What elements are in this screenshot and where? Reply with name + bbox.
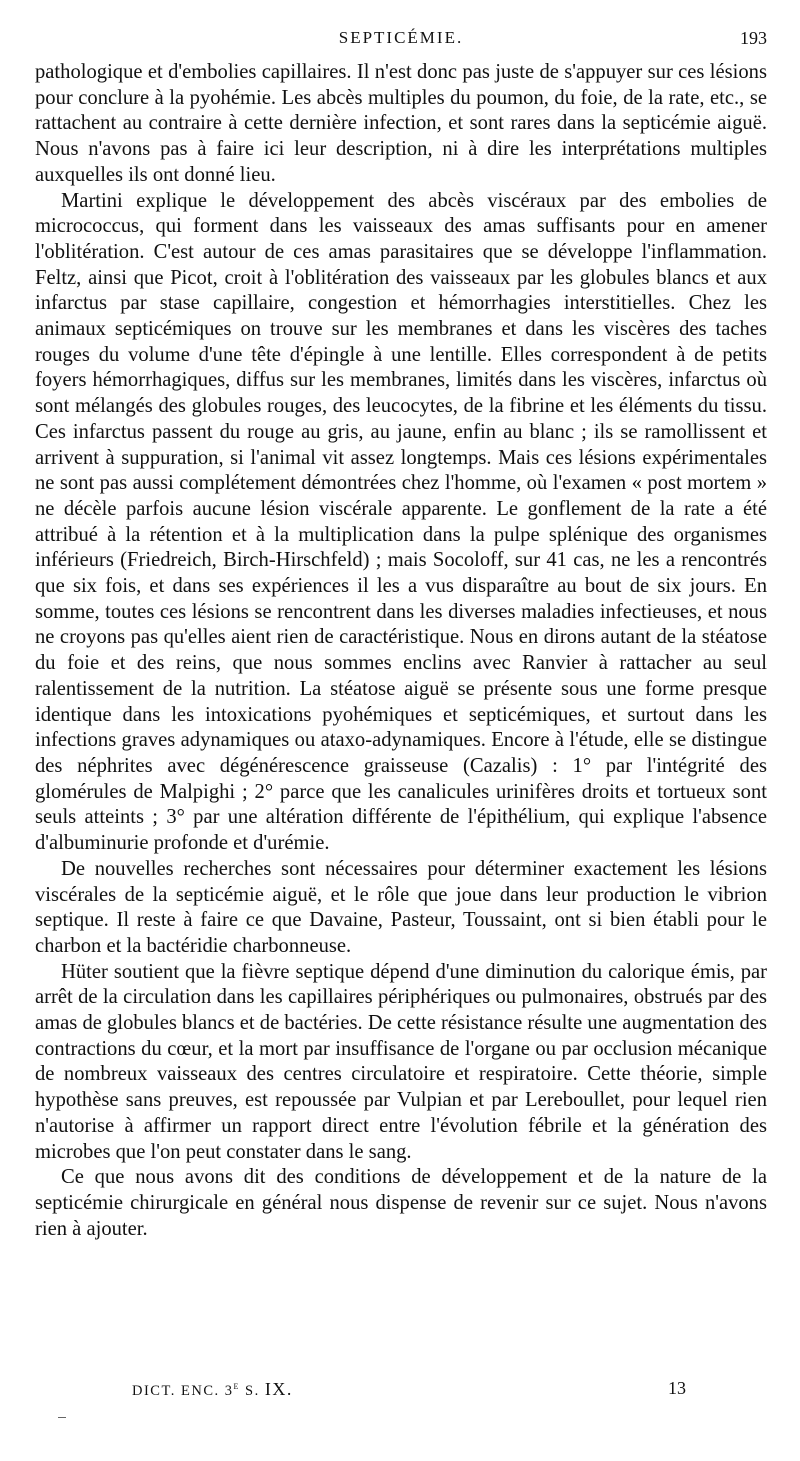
signature-series: S.: [239, 1382, 265, 1399]
running-head: [35, 28, 767, 52]
signature-prefix: DICT. ENC. 3: [132, 1382, 234, 1399]
running-title: SEPTICÉMIE.: [338, 28, 464, 47]
printer-signature: [132, 1378, 293, 1400]
paragraph-conclusion: Ce que nous avons dit des conditions de développement et de la nature de la septicémie chirurgicale en général nous dispense de revenir sur ce sujet. Nous n'avons rien à ajouter.: [35, 1166, 767, 1240]
body-text: [35, 60, 767, 1242]
paragraph-martini: Martini explique le développement des abcès viscéraux par des embolies de micrococcus, qui forment dans les vaisseaux des amas suffisants pour en amener l'oblitération. C'est autour de ces amas parasitaires que se développe l'inflammation. Feltz, ainsi que Picot, croit à l'oblitération des vaisseaux par les globules blancs et aux infarctus par stase capillaire, congestion et hémorrhagies interstitielles. Chez les animaux septicémiques on trouve sur les membranes et dans les viscères des taches rouges du volume d'une tête d'épingle à une lentille. Elles correspondent à de petits foyers hémorrhagiques, diffus sur les membranes, limités dans les viscères, infarctus où sont mélangés des globules rouges, des leucocytes, de la fibrine et les éléments du tissu. Ces infarctus passent du rouge au gris, au jaune, enfin au blanc ; ils se ramollissent et arrivent à suppuration, si l'animal vit assez longtemps. Mais ces lésions expérimentales ne sont pas aussi complétement démontrées chez l'homme, où l'examen « post mortem » ne décèle parfois aucune lésion viscérale apparente. Le gonflement de la rate a été attribué à la rétention et à la multiplication dans la pulpe splénique des organismes inférieurs (Friedreich, Birch-Hirschfeld) ; mais Socoloff, sur 41 cas, ne les a rencontrés que six fois, et dans ses expériences il les a vus disparaître au bout de six jours. En somme, toutes ces lésions se rencontrent dans les diverses maladies infectieuses, et nous ne croyons pas qu'elles aient rien de caractéristique. Nous en dirons autant de la stéatose du foie et des reins, que nous sommes enclins avec Ranvier à rattacher au seul ralentissement de la nutrition. La stéatose aiguë se présente sous une forme presque identique dans les intoxications pyohémiques et septicémiques, et surtout dans les infections graves adynamiques ou ataxo-adynamiques. Encore à l'étude, elle se distingue des néphrites avec dégénérescence graisseuse (Cazalis) : 1° par l'intégrité des glomérules de Malpighi ; 2° parce que les canalicules urinifères droits et tortueux sont seuls atteints ; 3° par une altération différente de l'épithélium, qui explique l'absence d'albuminurie profonde et d'urémie.: [35, 189, 767, 855]
paragraph-huter: Hüter soutient que la fièvre septique dépend d'une diminution du calorique émis, par arrêt de la circulation dans les capillaires périphériques ou pulmonaires, obstrués par des amas de globules blancs et de bactéries. De cette résistance résulte une augmentation des contractions du cœur, et la mort par insuffisance de l'organe ou par occlusion mécanique de nombreux vaisseaux des centres circulatoire et respiratoire. Cette théorie, simple hypothèse sans preuves, est repoussée par Vulpian et par Lereboullet, pour lequel rien n'autorise à affirmer un rapport direct entre l'évolution fébrile et la génération des microbes que l'on peut constater dans le sang.: [35, 960, 767, 1163]
paragraph-nouvelles-recherches: De nouvelles recherches sont nécessaires pour déterminer exactement les lésions viscérales de la septicémie aiguë, et le rôle que joue dans leur production le vibrion septique. Il reste à faire ce que Davaine, Pasteur, Toussaint, ont si bien établi pour le charbon et la bactéridie charbonneuse.: [35, 857, 767, 957]
book-page: [35, 0, 767, 1461]
page-number: 193: [740, 28, 767, 48]
paragraph-continued: pathologique et d'embolies capillaires. Il n'est donc pas juste de s'appuyer sur ces lésions pour conclure à la pyohémie. Les abcès multiples du poumon, du foie, de la rate, etc., se rattachent au contraire à cette dernière infection, et sont rares dans la septicémie aiguë. Nous n'avons pas à faire ici leur description, ni à dire les interprétations multiples auxquelles ils ont donné lieu.: [35, 61, 767, 186]
sheet-number: 13: [668, 1378, 686, 1398]
signature-superscript: e: [233, 1378, 240, 1392]
signature-volume: IX.: [264, 1378, 293, 1399]
margin-mark: [58, 1417, 66, 1418]
footer: [35, 1378, 767, 1402]
